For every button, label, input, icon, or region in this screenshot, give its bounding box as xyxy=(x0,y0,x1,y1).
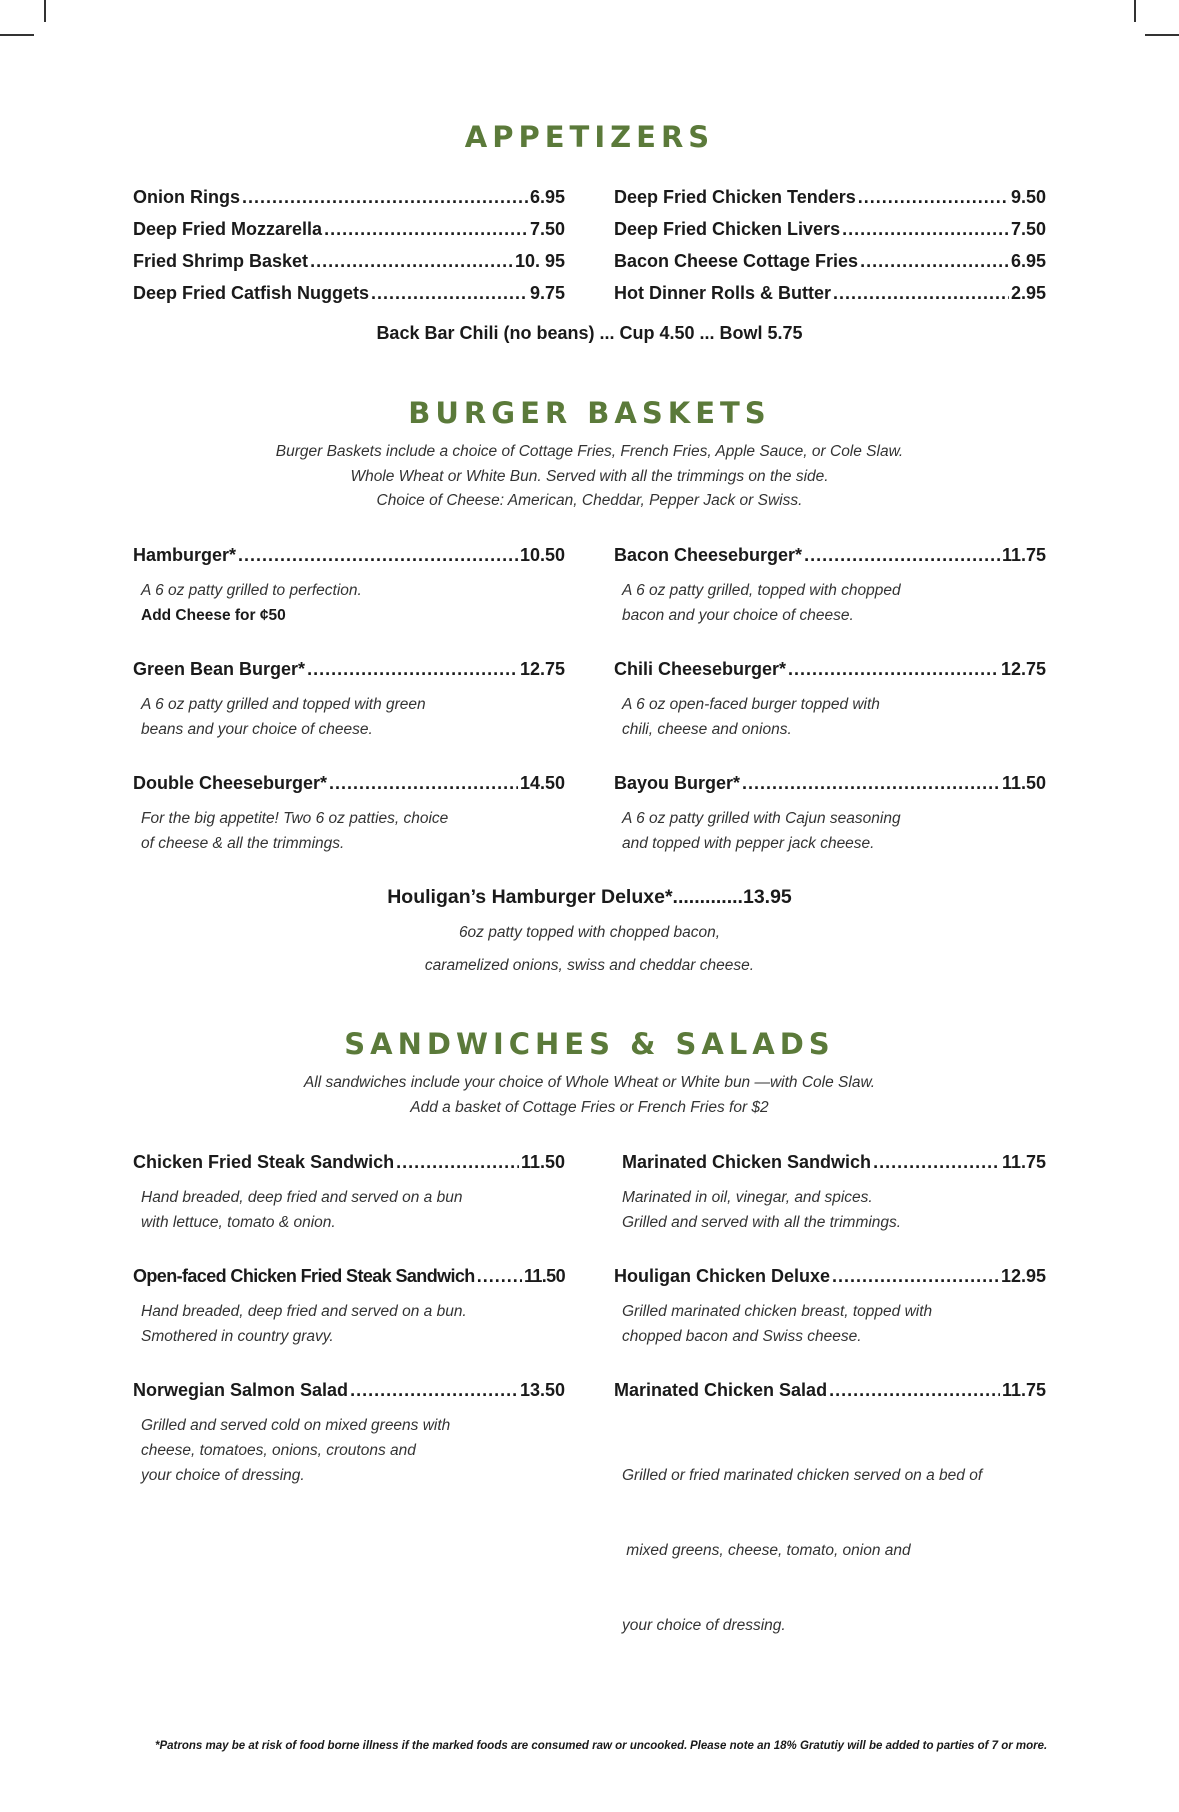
item-price: 13.50 xyxy=(519,1380,565,1400)
item-price: 11.50 xyxy=(520,1152,565,1172)
item-price: 11.75 xyxy=(1001,545,1046,565)
burger-bacon-cheeseburger-desc: A 6 oz patty grilled, topped with chopped bacon and your choice of cheese. xyxy=(622,582,901,624)
subtitle-line: Add a basket of Cottage Fries or French Fries for $2 xyxy=(410,1098,769,1116)
item-price: 7.50 xyxy=(529,219,565,239)
sandwich-houligan-chicken-deluxe xyxy=(614,1266,1046,1287)
appetizer-bacon-cheese-cottage-fries xyxy=(614,251,1046,272)
item-price: 6.95 xyxy=(1010,251,1046,271)
item-name: Bacon Cheeseburger* xyxy=(614,545,803,565)
sandwich-marinated-chicken xyxy=(622,1152,1046,1173)
burger-green-bean-burger-desc: A 6 oz patty grilled and topped with green beans and your choice of cheese. xyxy=(141,696,426,738)
appetizer-deep-fried-chicken-tenders xyxy=(614,187,1046,208)
item-name: Deep Fried Chicken Livers xyxy=(614,219,841,239)
burger-bacon-cheeseburger xyxy=(614,545,1046,566)
appetizer-deep-fried-chicken-livers xyxy=(614,219,1046,240)
item-name: Fried Shrimp Basket xyxy=(133,251,309,271)
salad-marinated-chicken-desc: Grilled or fried marinated chicken served on a bed of mixed greens, cheese, tomato, onion and your choice of dressing. xyxy=(622,1467,983,1634)
appetizer-deep-fried-mozzarella xyxy=(133,219,565,240)
item-price: 2.95 xyxy=(1010,283,1046,303)
burger-bayou-burger xyxy=(614,773,1046,794)
item-name: Hamburger* xyxy=(133,545,237,565)
item-price: 10.50 xyxy=(519,545,565,565)
subtitle-line: Whole Wheat or White Bun. Served with all the trimmings on the side. xyxy=(350,467,829,485)
chili-line: Back Bar Chili (no beans) ... Cup 4.50 ... Bowl 5.75 xyxy=(376,323,803,343)
item-price: 11.50 xyxy=(1001,773,1046,793)
item-price: 11.50 xyxy=(523,1266,565,1286)
item-name: Hot Dinner Rolls & Butter xyxy=(614,283,832,303)
item-price: 12.75 xyxy=(519,659,565,679)
item-price: 7.50 xyxy=(1010,219,1046,239)
appetizers-title: APPETIZERS xyxy=(464,120,715,154)
burger-baskets-title: BURGER BASKETS xyxy=(408,396,771,430)
item-price: 10. 95 xyxy=(514,251,565,271)
crop-mark-top-right-h xyxy=(1145,34,1179,36)
item-price: 9.50 xyxy=(1010,187,1046,207)
item-name: Green Bean Burger* xyxy=(133,659,306,679)
sandwich-chicken-fried-steak-desc: Hand breaded, deep fried and served on a bun with lettuce, tomato & onion. xyxy=(141,1189,463,1231)
crop-mark-top-left-v xyxy=(44,0,46,22)
item-price: 6.95 xyxy=(529,187,565,207)
item-name: Deep Fried Catfish Nuggets xyxy=(133,283,370,303)
sandwich-houligan-chicken-deluxe-desc: Grilled marinated chicken breast, topped with chopped bacon and Swiss cheese. xyxy=(622,1303,933,1345)
sandwich-open-faced-chicken-fried-steak-desc: Hand breaded, deep fried and served on a bun. Smothered in country gravy. xyxy=(141,1303,467,1345)
houligans-hamburger-deluxe: Houligan’s Hamburger Deluxe*.............13.95 xyxy=(387,886,792,908)
burger-double-cheeseburger xyxy=(133,773,565,794)
item-price: 11.75 xyxy=(1001,1380,1046,1400)
item-price: 12.75 xyxy=(1000,659,1046,679)
item-name: Marinated Chicken Salad xyxy=(614,1380,828,1400)
burger-hamburger xyxy=(133,545,565,566)
item-name: Bacon Cheese Cottage Fries xyxy=(614,251,859,271)
salad-norwegian-salmon xyxy=(133,1380,565,1401)
item-name: Chili Cheeseburger* xyxy=(614,659,787,679)
burger-chili-cheeseburger-desc: A 6 oz open-faced burger topped with chili, cheese and onions. xyxy=(622,696,880,738)
appetizer-fried-shrimp-basket xyxy=(133,251,565,272)
item-name: Norwegian Salmon Salad xyxy=(133,1380,349,1400)
subtitle-line: Burger Baskets include a choice of Cottage Fries, French Fries, Apple Sauce, or Cole Slaw. xyxy=(275,443,904,460)
item-name: Open-faced Chicken Fried Steak Sandwich xyxy=(133,1266,475,1286)
item-price: 11.75 xyxy=(1001,1152,1046,1172)
add-cheese-note: Add Cheese for ¢50 xyxy=(141,607,286,624)
sandwich-open-faced-chicken-fried-steak xyxy=(133,1266,565,1287)
sandwiches-salads-title: SANDWICHES & SALADS xyxy=(344,1027,835,1061)
sandwich-chicken-fried-steak xyxy=(133,1152,565,1173)
burger-baskets-subtitle xyxy=(0,440,1179,514)
appetizer-hot-dinner-rolls xyxy=(614,283,1046,304)
item-name: Deep Fried Chicken Tenders xyxy=(614,187,856,207)
item-name: Chicken Fried Steak Sandwich xyxy=(133,1152,395,1172)
item-name: Deep Fried Mozzarella xyxy=(133,219,323,239)
houligans-hamburger-deluxe-desc: 6oz patty topped with chopped bacon, caramelized onions, swiss and cheddar cheese. xyxy=(424,924,755,974)
item-name: Bayou Burger* xyxy=(614,773,741,793)
appetizer-onion-rings xyxy=(133,187,565,208)
subtitle-line: Choice of Cheese: American, Cheddar, Pepper Jack or Swiss. xyxy=(376,492,803,509)
burger-bayou-burger-desc: A 6 oz patty grilled with Cajun seasoning and topped with pepper jack cheese. xyxy=(622,810,901,852)
item-name: Onion Rings xyxy=(133,187,240,207)
item-name: Double Cheeseburger* xyxy=(133,773,328,793)
appetizer-deep-fried-catfish-nuggets xyxy=(133,283,565,304)
item-price: 12.95 xyxy=(1000,1266,1046,1286)
subtitle-line: All sandwiches include your choice of Whole Wheat or White bun —with Cole Slaw. xyxy=(303,1074,876,1091)
burger-green-bean-burger xyxy=(133,659,565,680)
item-name: Marinated Chicken Sandwich xyxy=(622,1152,872,1172)
burger-chili-cheeseburger xyxy=(614,659,1046,680)
sandwich-marinated-chicken-desc: Marinated in oil, vinegar, and spices. Grilled and served with all the trimmings. xyxy=(622,1189,902,1231)
salad-norwegian-salmon-desc: Grilled and served cold on mixed greens with cheese, tomatoes, onions, croutons and your choice of dressing. xyxy=(141,1417,451,1484)
item-name: Houligan Chicken Deluxe xyxy=(614,1266,831,1286)
burger-double-cheeseburger-desc: For the big appetite! Two 6 oz patties, choice of cheese & all the trimmings. xyxy=(141,810,449,852)
footnote-gratuity: Please note an 18% Gratutiy will be added to parties of 7 or more. xyxy=(690,1740,1048,1752)
footnote-food-safety: *Patrons may be at risk of food borne illness if the marked foods are consumed raw or uncooked. xyxy=(155,1740,688,1752)
item-price: 14.50 xyxy=(519,773,565,793)
burger-hamburger-desc: A 6 oz patty grilled to perfection. Add Cheese for ¢50 xyxy=(141,578,362,628)
crop-mark-top-left-h xyxy=(0,34,34,36)
salad-marinated-chicken xyxy=(614,1380,1046,1401)
item-price: 9.75 xyxy=(529,283,565,303)
sandwiches-salads-subtitle xyxy=(0,1071,1179,1120)
crop-mark-top-right-v xyxy=(1134,0,1136,22)
